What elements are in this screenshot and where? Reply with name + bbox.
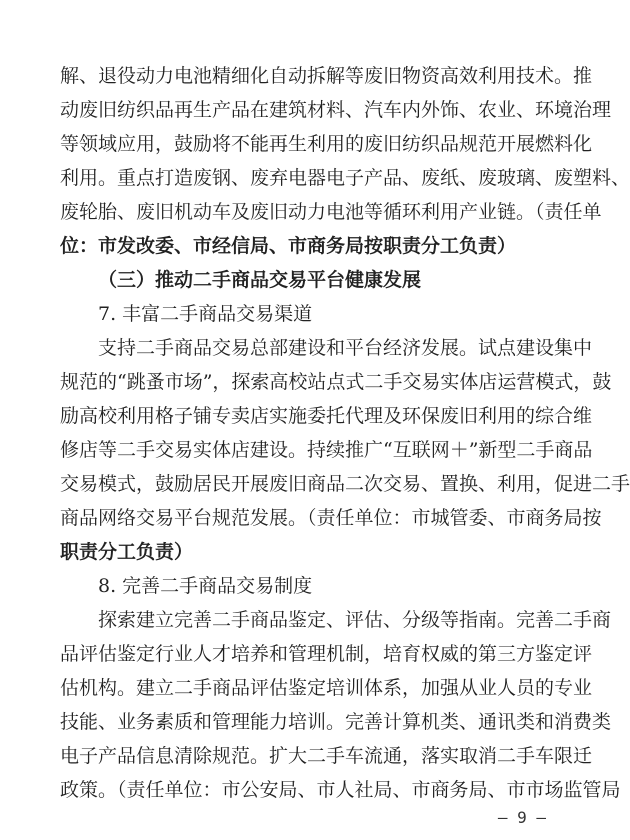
text-line: 交易模式，鼓励居民开展废旧商品二次交易、置换、利用，促进二手 xyxy=(60,473,630,495)
text-line: 励高校利用格子铺专卖店实施委托代理及环保废旧利用的综合维 xyxy=(60,405,593,427)
text-line: 政策。（责任单位：市公安局、市人社局、市商务局、市市场监管局 xyxy=(60,779,621,801)
text-line: 电子产品信息清除规范。扩大二手车流通，落实取消二手车限迁 xyxy=(60,745,593,767)
text-line: 等领域应用，鼓励将不能再生利用的废旧纺织品规范开展燃料化 xyxy=(60,133,593,155)
text-line: 估机构。建立二手商品评估鉴定培训体系，加强从业人员的专业 xyxy=(60,677,593,699)
text-line: 废轮胎、废旧机动车及废旧动力电池等循环利用产业链。（责任单 xyxy=(60,201,602,223)
text-line: 技能、业务素质和管理能力培训。完善计算机类、通讯类和消费类 xyxy=(60,711,612,733)
text-line: 修店等二手交易实体店建设。持续推广“互联网＋”新型二手商品 xyxy=(60,439,593,461)
section-heading: （三）推动二手商品交易平台健康发展 xyxy=(98,269,422,291)
text-line: 支持二手商品交易总部建设和平台经济发展。试点建设集中 xyxy=(98,337,593,359)
text-line: 动废旧纺织品再生产品在建筑材料、汽车内外饰、农业、环境治理 xyxy=(60,99,612,121)
responsibility-line: 位：市发改委、市经信局、市商务局按职责分工负责） xyxy=(60,235,517,257)
text-line: 商品网络交易平台规范发展。（责任单位：市城管委、市商务局按 xyxy=(60,507,602,529)
subsection-heading: 7. 丰富二手商品交易渠道 xyxy=(98,303,313,325)
text-line: 解、退役动力电池精细化自动拆解等废旧物资高效利用技术。推 xyxy=(60,65,593,87)
text-line: 规范的“跳蚤市场”，探索高校站点式二手交易实体店运营模式，鼓 xyxy=(60,371,612,393)
text-line: 利用。重点打造废钢、废弃电器电子产品、废纸、废玻璃、废塑料、 xyxy=(60,167,630,189)
text-line: 探索建立完善二手商品鉴定、评估、分级等指南。完善二手商 xyxy=(98,609,612,631)
text-line: 品评估鉴定行业人才培养和管理机制，培育权威的第三方鉴定评 xyxy=(60,643,593,665)
responsibility-line: 职责分工负责） xyxy=(60,541,194,563)
subsection-heading: 8. 完善二手商品交易制度 xyxy=(98,575,313,597)
page-number: — 9 — xyxy=(497,808,546,827)
